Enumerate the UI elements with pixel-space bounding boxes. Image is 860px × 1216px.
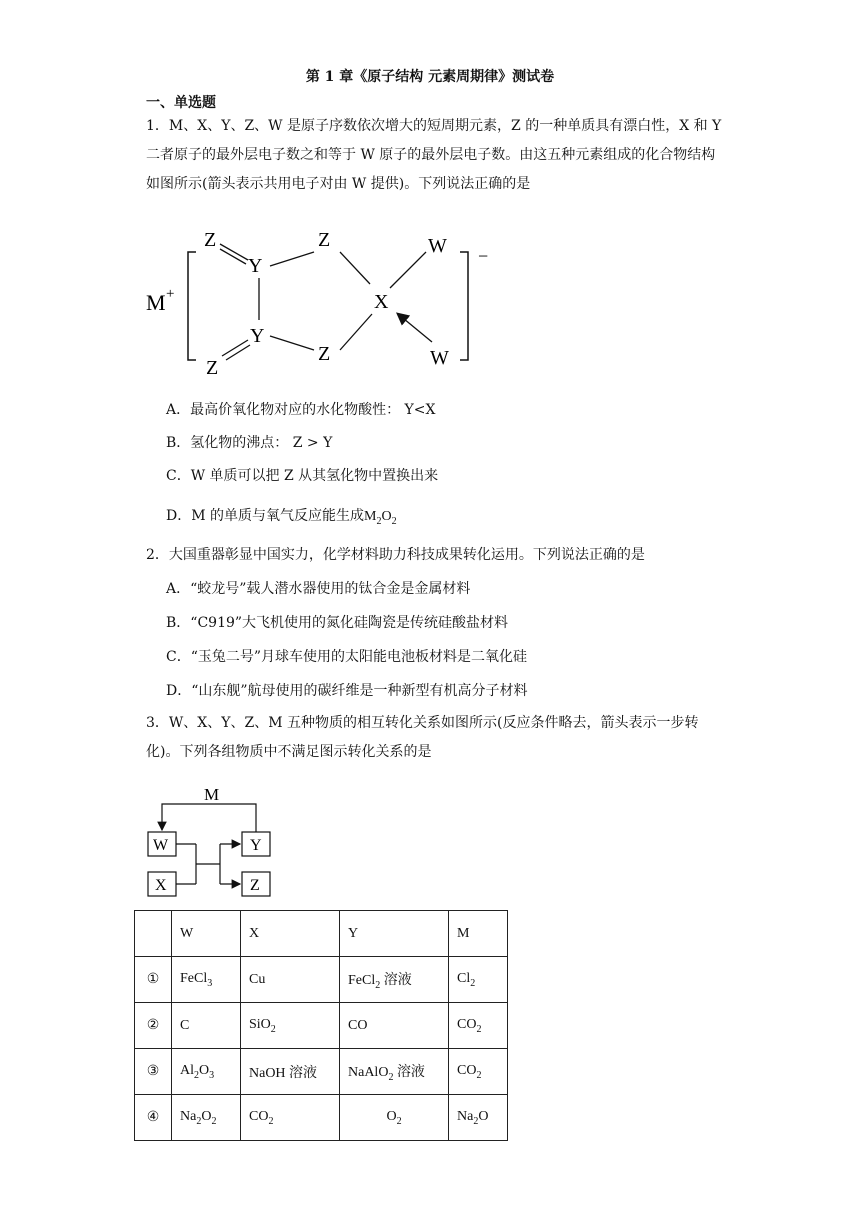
left-bracket: [188, 252, 196, 360]
bond-z-x-top: [340, 252, 370, 284]
q2-option-c: C．“玉兔二号”月球车使用的太阳能电池板材料是二氧化硅: [166, 649, 528, 665]
atom-w-top: W: [428, 235, 447, 257]
question-2-stem: 2．大国重器彰显中国实力，化学材料助力科技成果转化运用。下列说法正确的是: [146, 547, 645, 563]
atom-y-bottom: Y: [250, 325, 265, 347]
q3-options-table: [134, 910, 508, 1141]
table-header-row: [135, 911, 508, 957]
row-number: ②: [135, 1003, 172, 1049]
q1-option-c: C．W 单质可以把 Z 从其氢化物中置换出来: [166, 468, 439, 484]
diagram-label-x: X: [155, 877, 167, 894]
diagram-label-w: W: [153, 837, 169, 854]
coordinate-bond-arrow: [398, 314, 432, 342]
table-header-cell: [135, 911, 172, 957]
diagram-label-y: Y: [250, 837, 262, 854]
row-number: ③: [135, 1049, 172, 1095]
table-header-cell: M: [449, 911, 508, 957]
table-cell-m: $CO_2$: [449, 1003, 508, 1049]
q1-option-a: A．最高价氧化物对应的水化物酸性： Y<X: [166, 402, 436, 418]
q1-option-b: B．氢化物的沸点： Z > Y: [166, 435, 333, 451]
anion-charge: −: [478, 246, 489, 266]
table-cell-x: SiO$_2$: [241, 1003, 340, 1049]
atom-x-center: X: [374, 291, 389, 313]
q2-option-d: D．“山东舰”航母使用的碳纤维是一种新型有机高分子材料: [166, 683, 528, 699]
formula-sub-2: 2: [391, 515, 397, 527]
formula-sub-1: 2: [376, 515, 382, 527]
q2-option-a: A．“蛟龙号”载人潜水器使用的钛合金是金属材料: [166, 581, 471, 597]
arrow-m-loop: [162, 804, 256, 832]
right-bracket: [460, 252, 468, 360]
bond-z-x-bottom: [340, 314, 372, 350]
table-cell-w: $Al_2O_3$: [172, 1049, 241, 1095]
table-row: [135, 957, 508, 1003]
table-cell-w: FeCl$_3$: [172, 957, 241, 1003]
diagram-label-z: Z: [250, 877, 260, 894]
table-cell-x: Cu: [241, 957, 340, 1003]
page-title: 第 1 章《原子结构 元素周期律》测试卷: [305, 69, 555, 85]
atom-z-bottom-mid: Z: [318, 343, 331, 365]
table-cell-m: $Na_2O$: [449, 1095, 508, 1141]
table-cell-m: $Cl_2$: [449, 957, 508, 1003]
q3-conversion-diagram: [140, 782, 290, 902]
table-cell-m: $CO_2$: [449, 1049, 508, 1095]
question-3-stem: 3．W、X、Y、Z、M 五种物质的相互转化关系如图所示(反应条件略去，箭头表示一步转化)。下列各组物质中不满足图示转化关系的是: [146, 715, 699, 760]
row-number: ④: [135, 1095, 172, 1141]
formula-o: O: [381, 509, 392, 524]
table-header-cell: X: [241, 911, 340, 957]
bond-double-bottom-2: [226, 345, 250, 360]
table-row: [135, 1049, 508, 1095]
table-row: [135, 1003, 508, 1049]
table-cell-y: CO: [340, 1003, 449, 1049]
atom-z-top-left: Z: [204, 229, 217, 251]
table-cell-y: NaAlO$_2$ 溶液: [340, 1049, 449, 1095]
bond-y-z-top: [270, 252, 314, 266]
atom-y-top: Y: [248, 255, 263, 277]
q2-option-b: B．“C919”大飞机使用的氮化硅陶瓷是传统硅酸盐材料: [166, 615, 509, 631]
section-heading: 一、单选题: [146, 95, 216, 111]
table-cell-x: $CO_2$: [241, 1095, 340, 1141]
table-cell-y: FeCl$_2$ 溶液: [340, 957, 449, 1003]
table-header-cell: Y: [340, 911, 449, 957]
table-cell-y: $O_2$: [340, 1095, 449, 1141]
formula-m: M: [364, 509, 377, 524]
table-cell-x: NaOH 溶液: [241, 1049, 340, 1095]
q1-structure-figure: [140, 222, 510, 382]
atom-w-bottom: W: [430, 347, 449, 369]
bond-y-z-bottom: [270, 336, 314, 350]
question-1-stem: 1．M、X、Y、Z、W 是原子序数依次增大的短周期元素，Z 的一种单质具有漂白性，X 和 Y 二者原子的最外层电子数之和等于 W 原子的最外层电子数。由这五种元素组成的化合物结构如图所示(箭头表示共用电子对由 W 提供)。下列说法正确的是: [146, 118, 722, 192]
table-row: [135, 1095, 508, 1141]
row-number: ①: [135, 957, 172, 1003]
atom-z-bottom-left: Z: [206, 357, 219, 379]
atom-z-top-mid: Z: [318, 229, 331, 251]
table-header-cell: W: [172, 911, 241, 957]
diagram-label-m: M: [204, 785, 220, 804]
q1-option-d: [166, 505, 397, 533]
bond-x-w-top: [390, 252, 426, 288]
cation-charge: +: [166, 286, 175, 302]
table-cell-w: C: [172, 1003, 241, 1049]
q1-option-d-text: D．M 的单质与氧气反应能生成: [166, 508, 365, 524]
table-cell-w: $Na_2O_2$: [172, 1095, 241, 1141]
cation-label: M: [146, 290, 166, 315]
